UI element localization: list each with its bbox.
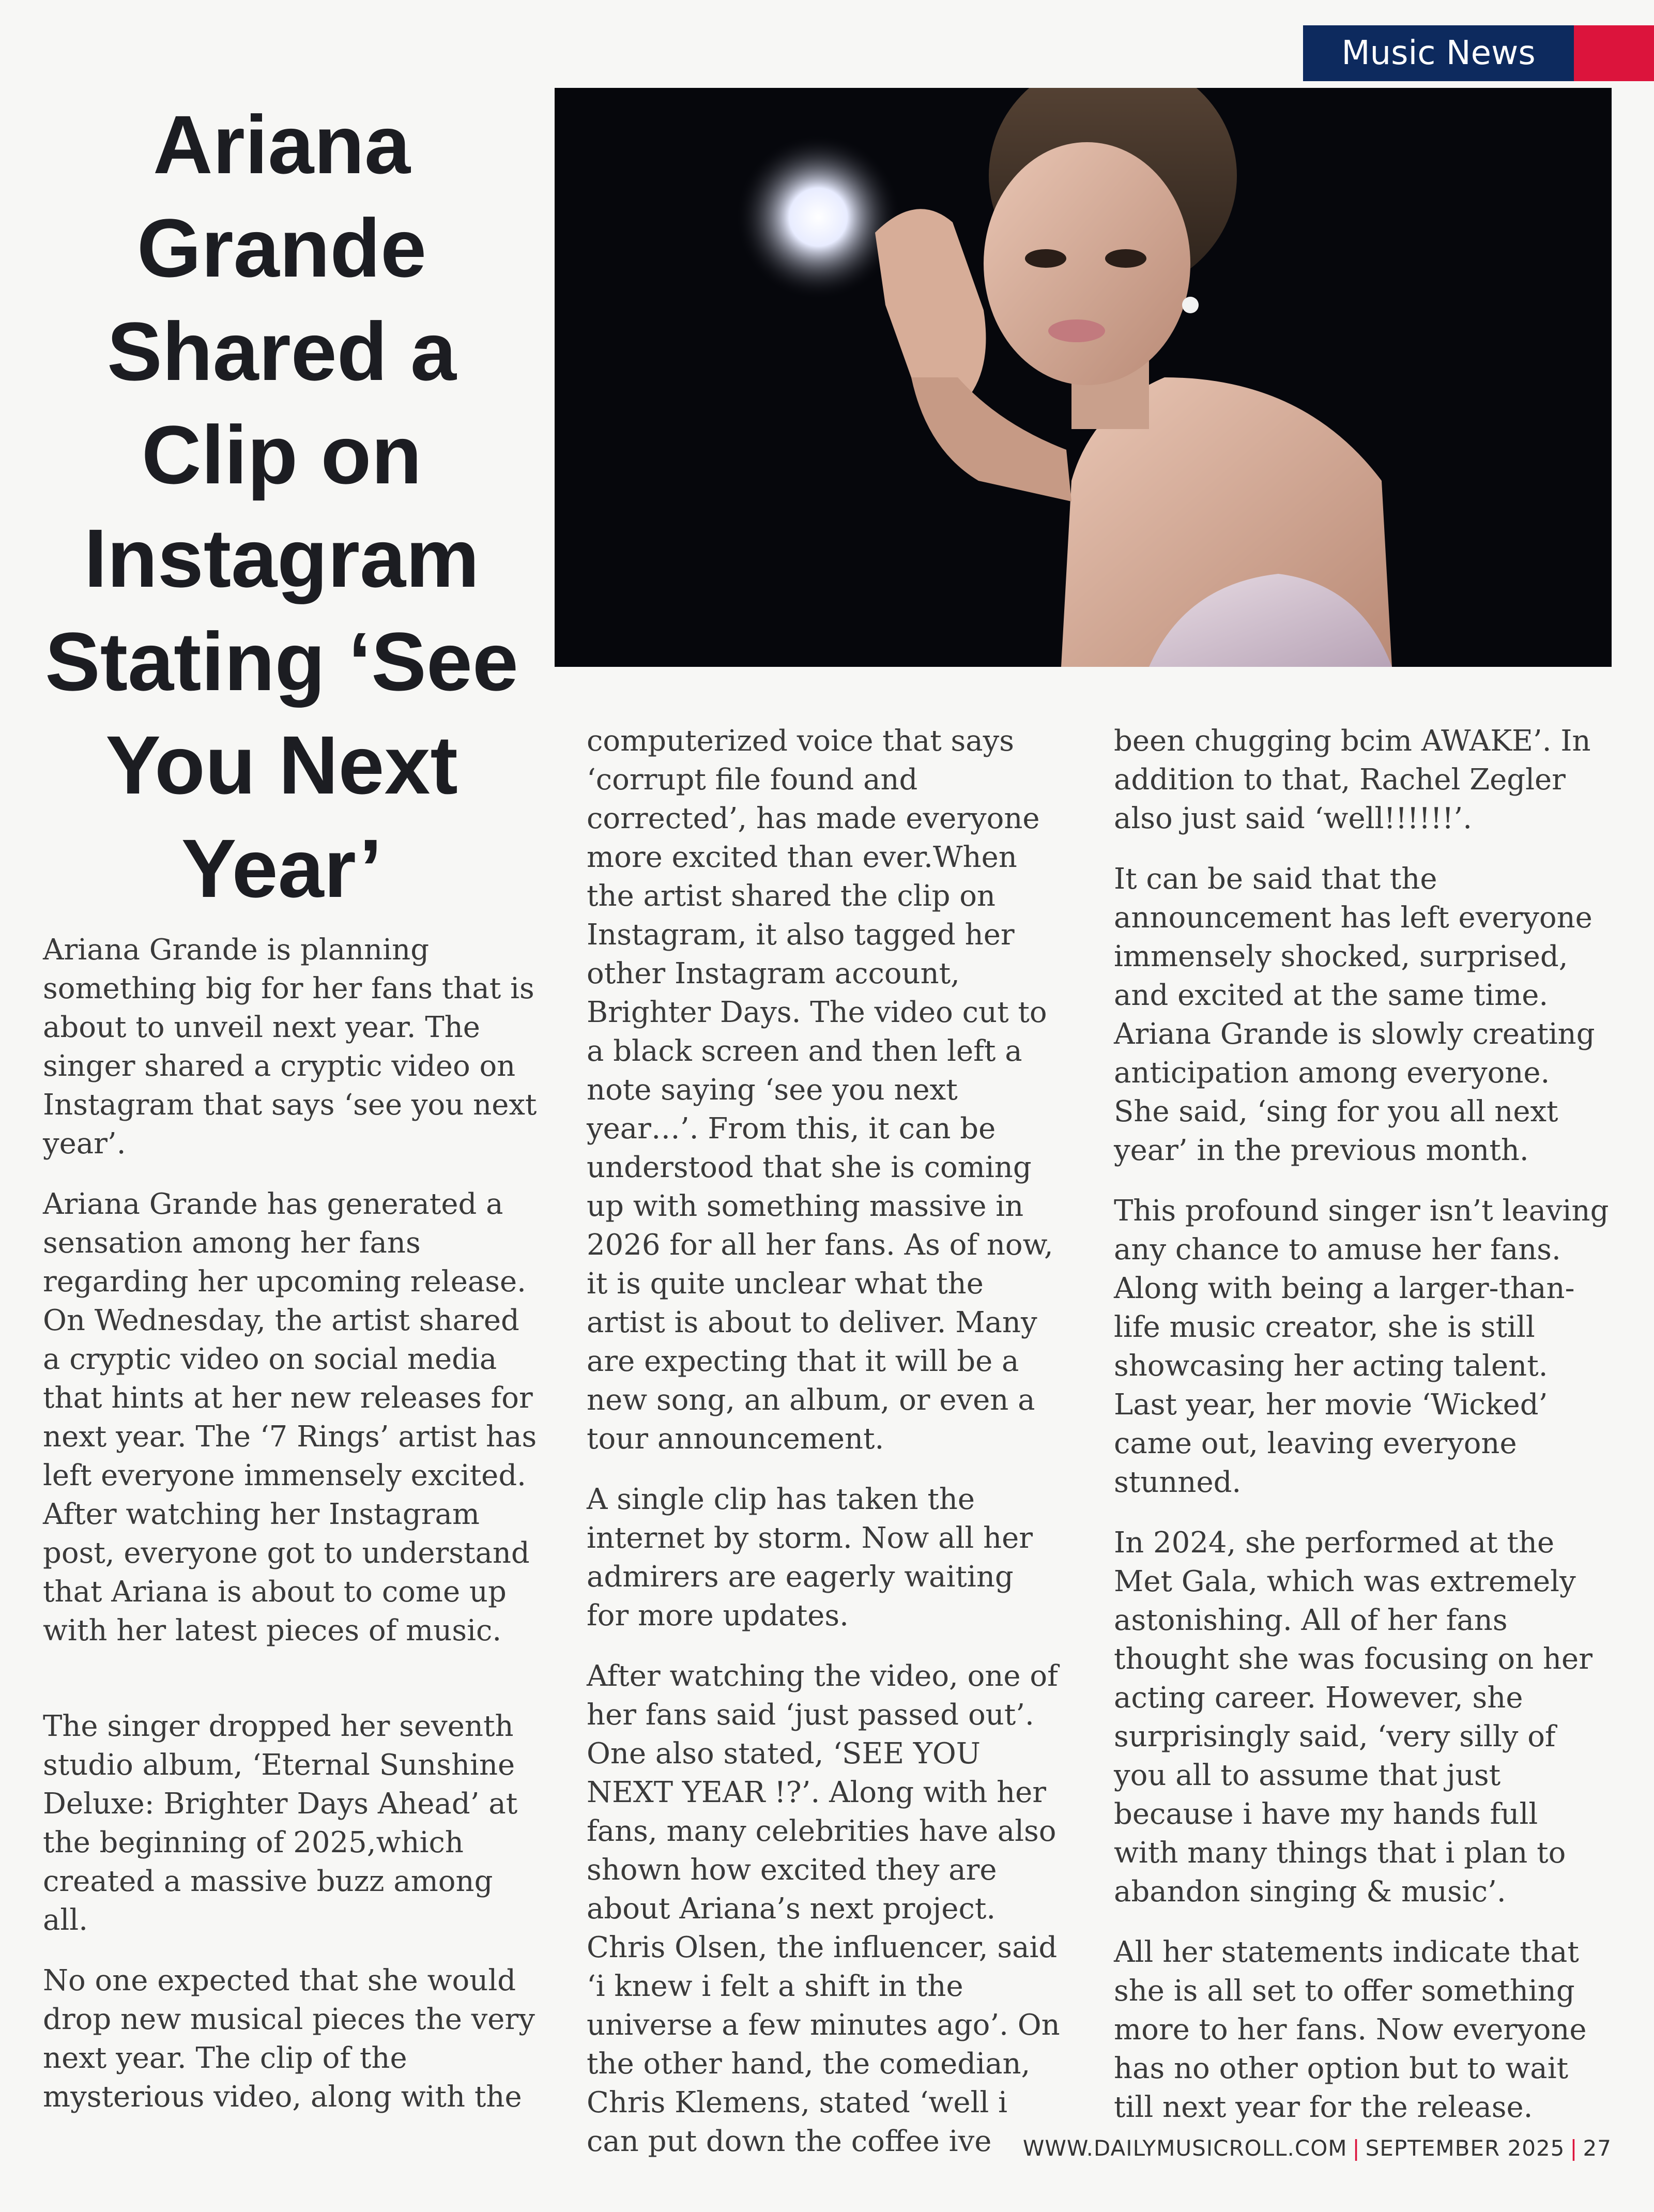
photo-of-ariana-grande-icon (555, 88, 1612, 667)
article-paragraph: All her statements indicate that she is all set to offer something more to her fans. Now everyone has no other option but to wait till next year for the release. (1114, 1935, 1587, 2124)
article-paragraph: After watching the video, one of her fans said ‘just passed out’. One also stated, ‘SEE YOU NEXT YEAR !?’. Along with her fans, many celebrities have also shown how excited they are about Ariana’s next project. Chris Olsen, the influencer, said ‘i knew i felt a shift in the universe a few minutes ago’. On the other hand, the comedian, Chris Klemens, stated ‘well i can put down the coffee ive (587, 1659, 1060, 2158)
article-paragraph: A single clip has taken the internet by storm. Now all her admirers are eagerly waiting for more updates. (587, 1483, 1033, 1633)
article-headline: Ariana Grande Shared a Clip on Instagram Stating ‘See You Next Year’ (45, 98, 518, 914)
page-footer (1023, 2135, 1612, 2161)
article-paragraph: It can be said that the announcement has left everyone immensely shocked, surprised, and excited at the same time. Ariana Grande is slowly creating anticipation among everyone. She said, ‘sing for you all next year’ in the previous month. (1114, 862, 1595, 1167)
article-paragraph: been chugging bcim AWAKE’. In addition to that, Rachel Zegler also just said ‘well!!!!!!’. (1114, 724, 1591, 835)
article-paragraph: No one expected that she would drop new musical pieces the very next year. The clip of the mysterious video, along with the (43, 1964, 535, 2114)
section-tag-label: Music News (1303, 25, 1574, 81)
footer-separator: | (1352, 2135, 1360, 2161)
hero-photo (555, 88, 1612, 667)
article-paragraph: In 2024, she performed at the Met Gala, which was extremely astonishing. All of her fans thought she was focusing on her acting career. However, she surprisingly said, ‘very silly of you all to assume that just because i have my hands full with many things that i plan to abandon singing & music’. (1114, 1526, 1592, 1909)
article-paragraph: The singer dropped her seventh studio album, ‘Eternal Sunshine Deluxe: Brighter Days Ahead’ at the beginning of 2025,which created a massive buzz among all. (43, 1710, 518, 1937)
article-column-3 (1114, 722, 1610, 2148)
page-number: 27 (1583, 2135, 1612, 2161)
section-tag (1303, 25, 1654, 81)
article-paragraph: This profound singer isn’t leaving any chance to amuse her fans. Along with being a larger-than-life music creator, she is still showcasing her acting talent. Last year, her movie ‘Wicked’ came out, leaving everyone stunned. (1114, 1194, 1609, 1499)
section-tag-accent (1574, 25, 1654, 81)
footer-date: SEPTEMBER 2025 (1365, 2135, 1565, 2161)
article-column-2 (587, 722, 1062, 2183)
article-paragraph: Ariana Grande has generated a sensation among her fans regarding her upcoming release. On Wednesday, the artist shared a cryptic video on social media that hints at her new releases for next year. The ‘7 Rings’ artist has left everyone immensely excited. After watching her Instagram post, everyone got to understand that Ariana is about to come up with her latest pieces of music. (43, 1187, 537, 1647)
article-paragraph: Ariana Grande is planning something big for her fans that is about to unveil next year. The singer shared a cryptic video on Instagram that says ‘see you next year’. (43, 933, 537, 1161)
article-paragraph: computerized voice that says ‘corrupt file found and corrected’, has made everyone more excited than ever.When the artist shared the clip on Instagram, it also tagged her other Instagram account, Brighter Days. The video cut to a black screen and then left a note saying ‘see you next year…’. From this, it can be understood that she is coming up with something massive in 2026 for all her fans. As of now, it is quite unclear what the artist is about to deliver. Many are expecting that it will be a new song, an album, or even a tour announcement. (587, 724, 1053, 1456)
article-column-1 (43, 930, 539, 2138)
footer-separator: | (1570, 2135, 1578, 2161)
footer-site-link[interactable]: WWW.DAILYMUSICROLL.COM (1022, 2135, 1347, 2161)
